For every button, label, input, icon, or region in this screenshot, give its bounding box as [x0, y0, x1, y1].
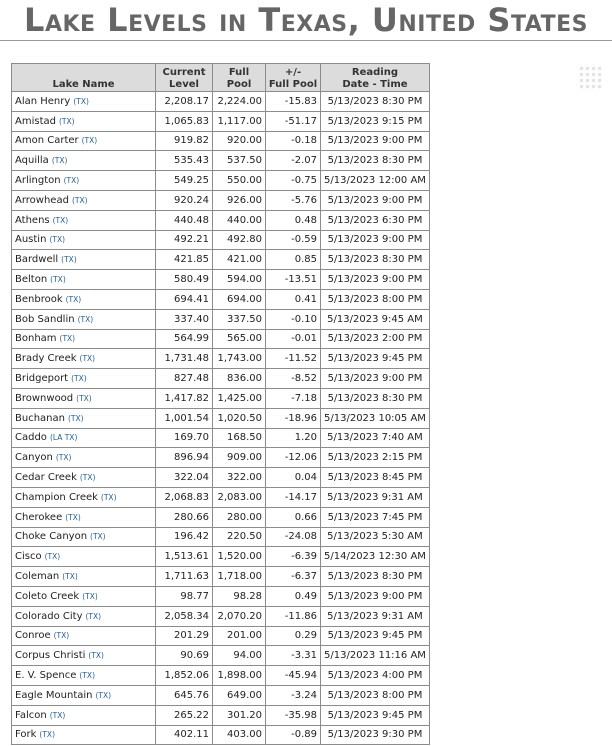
lake-name[interactable]: Amon Carter: [15, 135, 79, 147]
lake-levels-table: [11, 63, 430, 745]
lake-name[interactable]: Choke Canyon: [15, 531, 88, 543]
table-row: [12, 626, 430, 646]
current-level-cell: 1,852.06: [156, 666, 213, 686]
diff-full-pool-cell: -0.59: [266, 230, 321, 250]
diff-full-pool-cell: -0.18: [266, 131, 321, 151]
reading-date-cell: 5/13/2023 9:15 PM: [321, 111, 430, 131]
lake-name[interactable]: Brady Creek: [15, 353, 77, 365]
current-level-cell: 580.49: [156, 270, 213, 290]
table-row: [12, 725, 430, 745]
reading-date-cell: 5/13/2023 11:16 AM: [321, 646, 430, 666]
full-pool-cell: 421.00: [213, 250, 266, 270]
diff-full-pool-cell: -6.39: [266, 547, 321, 567]
reading-date-cell: 5/13/2023 7:40 AM: [321, 428, 430, 448]
lake-name-link[interactable]: [12, 685, 156, 705]
current-level-cell: 98.77: [156, 586, 213, 606]
state-code: (TX): [67, 413, 84, 423]
diff-full-pool-cell: -14.17: [266, 487, 321, 507]
header-reading-date: Reading Date - Time: [321, 64, 430, 92]
lake-name[interactable]: Bridgeport: [15, 373, 69, 385]
reading-date-cell: 5/13/2023 9:45 AM: [321, 309, 430, 329]
state-code: (TX): [55, 453, 72, 463]
lake-name[interactable]: Cedar Creek: [15, 472, 77, 484]
table-row: [12, 171, 430, 191]
current-level-cell: 322.04: [156, 468, 213, 488]
current-level-cell: 196.42: [156, 527, 213, 547]
state-code: (TX): [58, 116, 75, 126]
full-pool-cell: 322.00: [213, 468, 266, 488]
reading-date-cell: 5/13/2023 8:30 PM: [321, 250, 430, 270]
current-level-cell: 1,417.82: [156, 388, 213, 408]
lake-name-link[interactable]: [12, 547, 156, 567]
diff-full-pool-cell: -0.10: [266, 309, 321, 329]
lake-name[interactable]: Falcon: [15, 709, 47, 721]
state-code: (TX): [49, 235, 66, 245]
current-level-cell: 1,731.48: [156, 349, 213, 369]
reading-date-cell: 5/13/2023 9:45 PM: [321, 626, 430, 646]
current-level-cell: 169.70: [156, 428, 213, 448]
table-row: [12, 289, 430, 309]
diff-full-pool-cell: -35.98: [266, 705, 321, 725]
diff-full-pool-cell: -13.51: [266, 270, 321, 290]
lake-name-link[interactable]: [12, 586, 156, 606]
table-header-row: [12, 64, 430, 92]
lake-name-link[interactable]: [12, 705, 156, 725]
full-pool-cell: 1,020.50: [213, 408, 266, 428]
diff-full-pool-cell: -24.08: [266, 527, 321, 547]
current-level-cell: 421.85: [156, 250, 213, 270]
lake-name-link[interactable]: [12, 468, 156, 488]
lake-name-link[interactable]: [12, 507, 156, 527]
lake-name[interactable]: Corpus Christi: [15, 650, 86, 662]
reading-date-cell: 5/13/2023 9:31 AM: [321, 487, 430, 507]
full-pool-cell: 337.50: [213, 309, 266, 329]
lake-name-link[interactable]: [12, 309, 156, 329]
table-row: [12, 468, 430, 488]
lake-name[interactable]: Caddo: [15, 432, 47, 444]
lake-name-link[interactable]: [12, 487, 156, 507]
current-level-cell: 2,058.34: [156, 606, 213, 626]
reading-date-cell: 5/13/2023 8:30 PM: [321, 388, 430, 408]
full-pool-cell: 1,718.00: [213, 567, 266, 587]
header-lake-name: Lake Name: [12, 64, 156, 92]
reading-date-cell: 5/13/2023 9:00 PM: [321, 270, 430, 290]
reading-date-cell: 5/13/2023 8:30 PM: [321, 92, 430, 112]
full-pool-cell: 909.00: [213, 448, 266, 468]
diff-full-pool-cell: 0.49: [266, 586, 321, 606]
state-code: (TX): [71, 374, 87, 384]
table-row: [12, 111, 430, 131]
lake-name-link[interactable]: [12, 171, 156, 191]
lake-name-link[interactable]: [12, 289, 156, 309]
lake-name-link[interactable]: [12, 270, 156, 290]
state-code: (TX): [62, 572, 78, 582]
table-row: [12, 685, 430, 705]
lake-name-link[interactable]: [12, 527, 156, 547]
reading-date-cell: 5/13/2023 9:00 PM: [321, 586, 430, 606]
title-divider: [0, 40, 612, 41]
table-row: [12, 131, 430, 151]
lake-name-link[interactable]: [12, 131, 156, 151]
reading-date-cell: 5/13/2023 4:00 PM: [321, 666, 430, 686]
full-pool-cell: 1,743.00: [213, 349, 266, 369]
reading-date-cell: 5/13/2023 8:30 PM: [321, 151, 430, 171]
diff-full-pool-cell: -5.76: [266, 190, 321, 210]
full-pool-cell: 94.00: [213, 646, 266, 666]
state-code: (TX): [52, 215, 69, 225]
state-code: (TX): [79, 671, 95, 680]
diff-full-pool-cell: -11.52: [266, 349, 321, 369]
full-pool-cell: 537.50: [213, 151, 266, 171]
table-row: [12, 606, 430, 626]
table-row: [12, 646, 430, 666]
current-level-cell: 2,068.83: [156, 487, 213, 507]
grid-icon[interactable]: [577, 64, 603, 90]
diff-full-pool-cell: -12.06: [266, 448, 321, 468]
lake-name-link[interactable]: [12, 230, 156, 250]
reading-date-cell: 5/13/2023 12:00 AM: [321, 171, 430, 191]
state-code: (TX): [49, 710, 66, 720]
state-code: (TX): [100, 492, 117, 502]
diff-full-pool-cell: 0.29: [266, 626, 321, 646]
table-row: [12, 349, 430, 369]
diff-full-pool-cell: 0.85: [266, 250, 321, 270]
state-code: (TX): [79, 473, 96, 483]
lake-name[interactable]: Athens: [15, 214, 50, 226]
current-level-cell: 280.66: [156, 507, 213, 527]
full-pool-cell: 1,898.00: [213, 666, 266, 686]
header-full-pool: Full Pool: [213, 64, 266, 92]
reading-date-cell: 5/13/2023 5:30 AM: [321, 527, 430, 547]
reading-date-cell: 5/13/2023 2:00 PM: [321, 329, 430, 349]
reading-date-cell: 5/13/2023 10:05 AM: [321, 408, 430, 428]
full-pool-cell: 168.50: [213, 428, 266, 448]
diff-full-pool-cell: -0.75: [266, 171, 321, 191]
lake-name-link[interactable]: [12, 349, 156, 369]
table-row: [12, 92, 430, 112]
current-level-cell: 337.40: [156, 309, 213, 329]
full-pool-cell: 201.00: [213, 626, 266, 646]
current-level-cell: 564.99: [156, 329, 213, 349]
full-pool-cell: 926.00: [213, 190, 266, 210]
lake-name[interactable]: E. V. Spence: [15, 670, 77, 681]
state-code: (TX): [77, 314, 94, 324]
table-row: [12, 250, 430, 270]
lake-name[interactable]: Buchanan: [15, 412, 65, 424]
diff-full-pool-cell: -0.89: [266, 725, 321, 745]
lake-name[interactable]: Alan Henry: [15, 95, 71, 107]
lake-name[interactable]: Aquilla: [15, 155, 49, 167]
reading-date-cell: 5/13/2023 9:45 PM: [321, 349, 430, 369]
full-pool-cell: 920.00: [213, 131, 266, 151]
diff-full-pool-cell: 0.04: [266, 468, 321, 488]
state-code: (LA TX): [49, 433, 78, 443]
state-code: (TX): [59, 334, 76, 344]
header-current-level: Current Level: [156, 64, 213, 92]
lake-name-link[interactable]: [12, 428, 156, 448]
full-pool-cell: 2,083.00: [213, 487, 266, 507]
diff-full-pool-cell: -45.94: [266, 666, 321, 686]
reading-date-cell: 5/13/2023 9:00 PM: [321, 230, 430, 250]
lake-name-link[interactable]: [12, 111, 156, 131]
state-code: (TX): [39, 730, 55, 740]
lake-name[interactable]: Brownwood: [15, 392, 74, 404]
diff-full-pool-cell: -8.52: [266, 369, 321, 389]
current-level-cell: 1,513.61: [156, 547, 213, 567]
state-code: (TX): [65, 294, 82, 304]
table-row: [12, 369, 430, 389]
full-pool-cell: 2,070.20: [213, 606, 266, 626]
full-pool-cell: 836.00: [213, 369, 266, 389]
table-row: [12, 210, 430, 230]
lake-name-link[interactable]: [12, 448, 156, 468]
diff-full-pool-cell: -6.37: [266, 567, 321, 587]
current-level-cell: 492.21: [156, 230, 213, 250]
table-row: [12, 270, 430, 290]
current-level-cell: 549.25: [156, 171, 213, 191]
diff-full-pool-cell: 0.48: [266, 210, 321, 230]
current-level-cell: 2,208.17: [156, 92, 213, 112]
full-pool-cell: 492.80: [213, 230, 266, 250]
lake-name[interactable]: Benbrook: [15, 293, 63, 305]
full-pool-cell: 1,425.00: [213, 388, 266, 408]
lake-name-link[interactable]: [12, 369, 156, 389]
current-level-cell: 402.11: [156, 725, 213, 745]
table-row: [12, 408, 430, 428]
table-row: [12, 309, 430, 329]
lake-name-link[interactable]: [12, 725, 156, 745]
state-code: (TX): [85, 611, 102, 621]
diff-full-pool-cell: 0.66: [266, 507, 321, 527]
state-code: (TX): [53, 631, 70, 641]
lake-name[interactable]: Coleman: [15, 571, 60, 583]
state-code: (TX): [65, 512, 81, 522]
lake-name-link[interactable]: [12, 408, 156, 428]
table-row: [12, 705, 430, 725]
state-code: (TX): [50, 275, 66, 285]
table-row: [12, 567, 430, 587]
lake-name-link[interactable]: [12, 606, 156, 626]
reading-date-cell: 5/13/2023 9:30 PM: [321, 725, 430, 745]
current-level-cell: 535.43: [156, 151, 213, 171]
lake-name[interactable]: Belton: [15, 274, 48, 286]
lake-name[interactable]: Bonham: [15, 333, 57, 345]
diff-full-pool-cell: -2.07: [266, 151, 321, 171]
state-code: (TX): [76, 393, 92, 403]
state-code: (TX): [90, 532, 106, 542]
diff-full-pool-cell: -3.31: [266, 646, 321, 666]
reading-date-cell: 5/13/2023 2:15 PM: [321, 448, 430, 468]
state-code: (TX): [51, 156, 68, 166]
lake-name[interactable]: Champion Creek: [15, 491, 98, 503]
table-row: [12, 428, 430, 448]
current-level-cell: 896.94: [156, 448, 213, 468]
current-level-cell: 1,065.83: [156, 111, 213, 131]
reading-date-cell: 5/13/2023 9:00 PM: [321, 131, 430, 151]
diff-full-pool-cell: -18.96: [266, 408, 321, 428]
lake-name-link[interactable]: [12, 626, 156, 646]
full-pool-cell: 301.20: [213, 705, 266, 725]
full-pool-cell: 1,117.00: [213, 111, 266, 131]
current-level-cell: 645.76: [156, 685, 213, 705]
current-level-cell: 827.48: [156, 369, 213, 389]
reading-date-cell: 5/13/2023 9:31 AM: [321, 606, 430, 626]
table-row: [12, 151, 430, 171]
lake-name-link[interactable]: [12, 250, 156, 270]
reading-date-cell: 5/13/2023 8:45 PM: [321, 468, 430, 488]
header-diff-full-pool: +/- Full Pool: [266, 64, 321, 92]
state-code: (TX): [95, 690, 112, 700]
table-row: [12, 547, 430, 567]
state-code: (TX): [71, 195, 88, 205]
reading-date-cell: 5/13/2023 8:00 PM: [321, 685, 430, 705]
full-pool-cell: 98.28: [213, 586, 266, 606]
diff-full-pool-cell: 0.41: [266, 289, 321, 309]
lake-name[interactable]: Cherokee: [15, 511, 63, 523]
lake-name[interactable]: Canyon: [15, 452, 53, 464]
reading-date-cell: 5/13/2023 7:45 PM: [321, 507, 430, 527]
full-pool-cell: 649.00: [213, 685, 266, 705]
table-row: [12, 448, 430, 468]
lake-name[interactable]: Amistad: [15, 115, 56, 127]
full-pool-cell: 440.00: [213, 210, 266, 230]
reading-date-cell: 5/14/2023 12:30 AM: [321, 547, 430, 567]
lake-name-link[interactable]: [12, 666, 156, 686]
table-row: [12, 586, 430, 606]
lake-name[interactable]: Conroe: [15, 630, 51, 642]
reading-date-cell: 5/13/2023 8:00 PM: [321, 289, 430, 309]
full-pool-cell: 403.00: [213, 725, 266, 745]
lake-name-link[interactable]: [12, 151, 156, 171]
current-level-cell: 694.41: [156, 289, 213, 309]
state-code: (TX): [63, 176, 80, 186]
lake-name-link[interactable]: [12, 388, 156, 408]
table-row: [12, 388, 430, 408]
current-level-cell: 920.24: [156, 190, 213, 210]
reading-date-cell: 5/13/2023 8:30 PM: [321, 567, 430, 587]
lake-name[interactable]: Arrowhead: [15, 194, 69, 206]
lake-name[interactable]: Bardwell: [15, 254, 59, 266]
diff-full-pool-cell: -7.18: [266, 388, 321, 408]
diff-full-pool-cell: -15.83: [266, 92, 321, 112]
full-pool-cell: 2,224.00: [213, 92, 266, 112]
state-code: (TX): [61, 255, 77, 265]
lake-name-link[interactable]: [12, 190, 156, 210]
current-level-cell: 440.48: [156, 210, 213, 230]
full-pool-cell: 565.00: [213, 329, 266, 349]
state-code: (TX): [79, 354, 96, 364]
full-pool-cell: 694.00: [213, 289, 266, 309]
table-row: [12, 190, 430, 210]
diff-full-pool-cell: -51.17: [266, 111, 321, 131]
diff-full-pool-cell: -11.86: [266, 606, 321, 626]
state-code: (TX): [88, 651, 104, 661]
reading-date-cell: 5/13/2023 6:30 PM: [321, 210, 430, 230]
table-row: [12, 329, 430, 349]
diff-full-pool-cell: 1.20: [266, 428, 321, 448]
table-row: [12, 487, 430, 507]
lake-name[interactable]: Eagle Mountain: [15, 689, 93, 701]
current-level-cell: 265.22: [156, 705, 213, 725]
lake-name[interactable]: Fork: [15, 729, 37, 741]
lake-name[interactable]: Bob Sandlin: [15, 313, 75, 325]
diff-full-pool-cell: -3.24: [266, 685, 321, 705]
current-level-cell: 919.82: [156, 131, 213, 151]
state-code: (TX): [73, 96, 89, 106]
full-pool-cell: 1,520.00: [213, 547, 266, 567]
full-pool-cell: 220.50: [213, 527, 266, 547]
table-row: [12, 230, 430, 250]
lake-name-link[interactable]: [12, 210, 156, 230]
table-row: [12, 666, 430, 686]
lake-name[interactable]: Cisco: [15, 551, 42, 563]
current-level-cell: 1,711.63: [156, 567, 213, 587]
current-level-cell: 201.29: [156, 626, 213, 646]
state-code: (TX): [82, 591, 98, 601]
state-code: (TX): [44, 552, 61, 562]
table-row: [12, 507, 430, 527]
full-pool-cell: 594.00: [213, 270, 266, 290]
lake-name-link[interactable]: [12, 567, 156, 587]
reading-date-cell: 5/13/2023 9:00 PM: [321, 190, 430, 210]
reading-date-cell: 5/13/2023 9:45 PM: [321, 705, 430, 725]
current-level-cell: 1,001.54: [156, 408, 213, 428]
full-pool-cell: 280.00: [213, 507, 266, 527]
lake-name[interactable]: Arlington: [15, 175, 61, 187]
reading-date-cell: 5/13/2023 9:00 PM: [321, 369, 430, 389]
lake-name[interactable]: Austin: [15, 234, 47, 246]
current-level-cell: 90.69: [156, 646, 213, 666]
lake-name-link[interactable]: [12, 646, 156, 666]
full-pool-cell: 550.00: [213, 171, 266, 191]
diff-full-pool-cell: -0.01: [266, 329, 321, 349]
state-code: (TX): [81, 136, 98, 146]
lake-name[interactable]: Coleto Creek: [15, 590, 80, 602]
page-title: Lake Levels in Texas, United States: [24, 1, 588, 39]
table-row: [12, 527, 430, 547]
lake-name[interactable]: Colorado City: [15, 610, 83, 622]
lake-name-link[interactable]: [12, 329, 156, 349]
lake-name-link[interactable]: [12, 92, 156, 112]
